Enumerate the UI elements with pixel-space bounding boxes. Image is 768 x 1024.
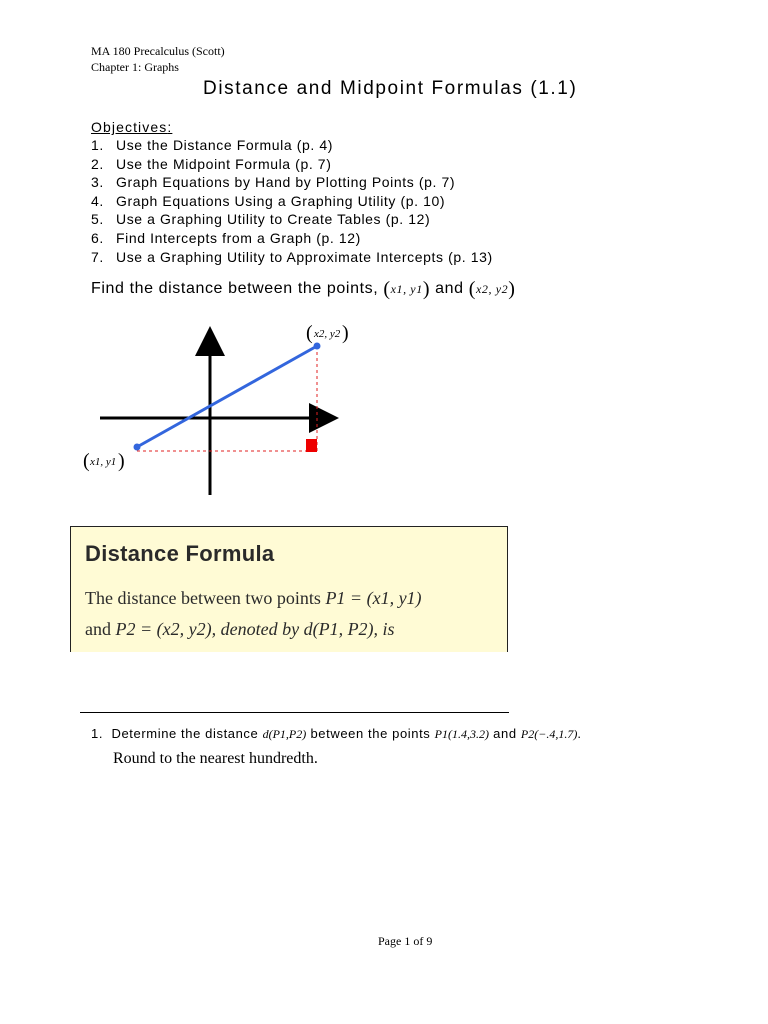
objective-text: Use the Midpoint Formula (p. 7) — [116, 155, 332, 172]
problem-text-b: between the points — [310, 726, 431, 741]
distance-formula-box — [70, 526, 508, 652]
objective-number: 3. — [91, 174, 104, 191]
objective-text: Use the Distance Formula (p. 4) — [116, 137, 334, 153]
distance-prompt-text: Find the distance between the points, — [91, 280, 379, 297]
objective-number: 7. — [91, 248, 104, 265]
problem-text-a: Determine the distance — [111, 726, 259, 741]
objective-text: Use a Graphing Utility to Approximate Intercepts (p. 13) — [116, 248, 493, 265]
objective-text: Use a Graphing Utility to Create Tables (p. 12) — [116, 211, 431, 228]
formula-box-line-2-and: and — [85, 619, 111, 639]
formula-box-line-1-text: The distance between two points — [85, 588, 321, 608]
label-point-2 — [306, 322, 349, 344]
distance-graph — [70, 315, 370, 505]
label-point-1 — [83, 450, 125, 472]
objectives-heading-text: Objectives — [91, 119, 168, 135]
problem-text-and: and — [493, 726, 517, 741]
svg-text:x2, y2: x2, y2 — [314, 328, 341, 340]
objective-item — [91, 248, 493, 267]
problem-1 — [91, 724, 582, 744]
objective-item — [91, 229, 493, 248]
distance-segment — [137, 346, 317, 447]
course-title: MA 180 Precalculus (Scott) — [91, 44, 225, 58]
svg-text:(: ( — [83, 450, 90, 472]
section-divider — [80, 712, 509, 713]
point-2-math: x2, y2 — [475, 282, 509, 296]
objective-item — [91, 192, 493, 211]
right-angle-marker — [306, 439, 317, 452]
point-1-math: x1, y1 — [390, 282, 423, 296]
formula-box-line-1 — [85, 588, 422, 609]
objective-text: Graph Equations by Hand by Plotting Points (p. 7) — [116, 174, 456, 191]
svg-text:x1, y1: x1, y1 — [90, 456, 117, 468]
svg-text:(: ( — [306, 322, 313, 344]
problem-math-p2: P2(−.4,1.7) — [520, 727, 578, 741]
formula-box-line-2-math: P2 = (x2, y2), denoted by d(P1, P2), is — [115, 619, 395, 639]
svg-text:): ) — [118, 450, 125, 472]
distance-prompt: Find the distance between the points, (x1, y1) and (x2, y2) — [91, 278, 516, 300]
objectives-colon: : — [167, 119, 173, 135]
problem-period: . — [577, 726, 582, 741]
objective-text: Graph Equations Using a Graphing Utility (p. 10) — [116, 192, 446, 209]
chapter-title: Chapter 1: Graphs — [91, 60, 179, 74]
problem-number: 1. — [91, 726, 104, 741]
objective-number: 2. — [91, 155, 104, 172]
point-1-dot — [134, 444, 141, 451]
round-instruction: Round to the nearest hundredth. — [113, 750, 318, 767]
formula-box-line-1-math: P1 = (x1, y1) — [325, 588, 422, 608]
formula-box-title: Distance Formula — [85, 541, 275, 566]
objectives-heading — [91, 118, 172, 136]
objective-item — [91, 155, 493, 174]
objective-number: 4. — [91, 192, 104, 209]
objective-item — [91, 173, 493, 192]
objective-item — [91, 136, 493, 155]
objective-number: 5. — [91, 211, 104, 228]
objectives-list — [91, 136, 493, 266]
formula-box-line-2 — [85, 619, 395, 640]
distance-prompt-and: and — [435, 280, 464, 297]
objective-number: 6. — [91, 229, 104, 246]
page-title: Distance and Midpoint Formulas (1.1) — [203, 78, 578, 99]
page-footer: Page 1 of 9 — [378, 934, 433, 948]
objective-text: Find Intercepts from a Graph (p. 12) — [116, 229, 361, 246]
objective-item — [91, 210, 493, 229]
point-2-dot — [314, 343, 321, 350]
problem-math-p1: P1(1.4,3.2) — [434, 727, 489, 741]
objective-number: 1. — [91, 137, 104, 153]
svg-text:): ) — [342, 322, 349, 344]
problem-math-d: d(P1,P2) — [262, 727, 307, 741]
